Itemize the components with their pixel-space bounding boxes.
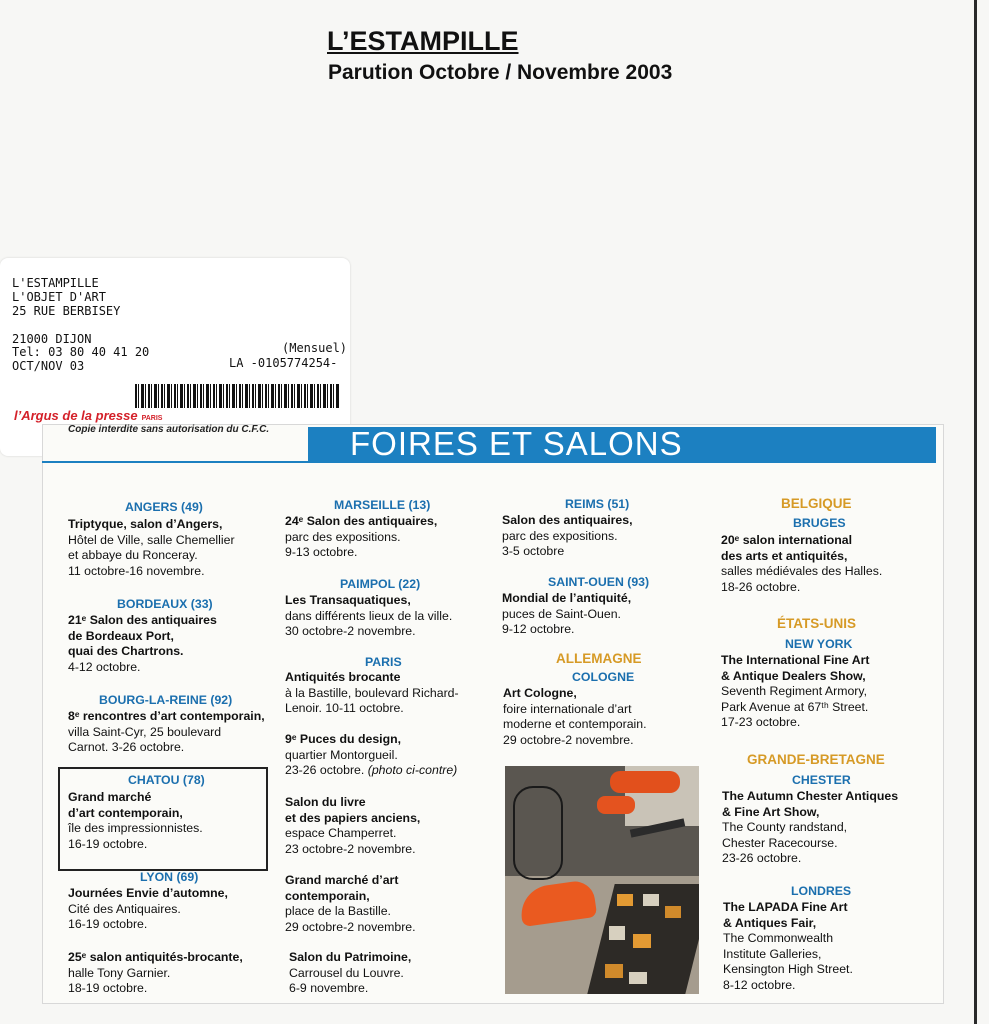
label-phone: Tel: 03 80 40 41 20 xyxy=(12,345,150,359)
city-heading: BORDEAUX (33) xyxy=(117,597,213,611)
event-entry: Grand marché d’art contemporain, place de la Bastille. 29 octobre-2 novembre. xyxy=(285,873,416,934)
city-heading: CHATOU (78) xyxy=(128,773,205,787)
event-entry: The International Fine Art & Antique Dealers Show, Seventh Regiment Armory, Park Avenue at 67ᵗʰ Street. 17-23 octobre. xyxy=(721,653,870,730)
label-line: L'OBJET D'ART xyxy=(12,290,106,304)
event-entry: The Autumn Chester Antiques & Fine Art Show, The County randstand, Chester Racecourse. 23-26 octobre. xyxy=(722,789,899,866)
city-heading: REIMS (51) xyxy=(565,497,630,511)
country-heading: BELGIQUE xyxy=(781,496,852,511)
country-heading: GRANDE-BRETAGNE xyxy=(747,752,885,767)
city-heading: MARSEILLE (13) xyxy=(334,498,431,512)
event-entry: Salon du Patrimoine, Carrousel du Louvre. 6-9 novembre. xyxy=(289,950,412,996)
event-entry: 25ᵉ salon antiquités-brocante, halle Tony Garnier. 18-19 octobre. xyxy=(68,950,243,996)
event-photo xyxy=(505,766,699,994)
city-heading: BOURG-LA-REINE (92) xyxy=(99,693,233,707)
page-edge xyxy=(974,0,977,1024)
city-heading: COLOGNE xyxy=(572,670,635,684)
label-frequency: (Mensuel) xyxy=(282,341,348,355)
publication-date: Parution Octobre / Novembre 2003 xyxy=(328,61,673,84)
city-heading: ANGERS (49) xyxy=(125,500,203,514)
event-entry: Les Transaquatiques, dans différents lieux de la ville. 30 octobre-2 novembre. xyxy=(285,593,453,639)
event-entry: Salon des antiquaires, parc des expositions. 3-5 octobre xyxy=(502,513,633,559)
event-entry: 21ᵉ Salon des antiquaires de Bordeaux Port, quai des Chartrons. 4-12 octobre. xyxy=(68,613,217,674)
label-line: L'ESTAMPILLE xyxy=(12,276,99,290)
event-entry: Triptyque, salon d’Angers, Hôtel de Ville, salle Chemellier et abbaye du Ronceray. 11 octobre-16 novembre. xyxy=(68,517,235,578)
event-entry: 20ᵉ salon international des arts et antiquités, salles médiévales des Halles. 18-26 octobre. xyxy=(721,533,883,594)
city-heading: PARIS xyxy=(365,655,402,669)
label-line: 25 RUE BERBISEY xyxy=(12,304,121,318)
label-period: OCT/NOV 03 xyxy=(12,359,85,373)
argus-logo: l’Argus de la presse PARIS xyxy=(14,408,163,423)
event-entry: Salon du livre et des papiers anciens, espace Champerret. 23 octobre-2 novembre. xyxy=(285,795,421,856)
city-heading: PAIMPOL (22) xyxy=(340,577,421,591)
city-heading: NEW YORK xyxy=(785,637,853,651)
city-heading: CHESTER xyxy=(792,773,851,787)
city-heading: SAINT-OUEN (93) xyxy=(548,575,650,589)
country-heading: ÉTATS-UNIS xyxy=(777,616,856,631)
copyright-notice: Copie interdite sans autorisation du C.F.C. xyxy=(68,424,270,435)
label-line: 21000 DIJON xyxy=(12,332,92,346)
event-entry: The LAPADA Fine Art & Antiques Fair, The Commonwealth Institute Galleries, Kensington High Street. 8-12 octobre. xyxy=(723,900,853,992)
country-heading: ALLEMAGNE xyxy=(556,651,642,666)
event-entry: Grand marché d’art contemporain, île des impressionnistes. 16-19 octobre. xyxy=(68,790,203,851)
city-heading: LONDRES xyxy=(791,884,852,898)
label-reference: LA -0105774254- xyxy=(229,356,338,370)
event-entry: Art Cologne, foire internationale d’art moderne et contemporain. 29 octobre-2 novembre. xyxy=(503,686,647,747)
event-entry: Antiquités brocante à la Bastille, boulevard Richard- Lenoir. 10-11 octobre. xyxy=(285,670,459,716)
event-entry: 8ᵉ rencontres d’art contemporain, villa Saint-Cyr, 25 boulevard Carnot. 3-26 octobre. xyxy=(68,709,265,755)
city-heading: BRUGES xyxy=(793,516,846,530)
section-title: FOIRES ET SALONS xyxy=(350,425,683,462)
event-entry: Journées Envie d’automne, Cité des Antiquaires. 16-19 octobre. xyxy=(68,886,228,932)
event-entry: Mondial de l’antiquité, puces de Saint-Ouen. 9-12 octobre. xyxy=(502,591,632,637)
city-heading: LYON (69) xyxy=(140,870,199,884)
publication-title: L’ESTAMPILLE xyxy=(327,26,519,56)
barcode xyxy=(135,384,340,408)
event-entry: 9ᵉ Puces du design, quartier Montorgueil. 23-26 octobre. (photo ci-contre) xyxy=(285,732,458,778)
event-entry: 24ᵉ Salon des antiquaires, parc des expositions. 9-13 octobre. xyxy=(285,514,438,560)
